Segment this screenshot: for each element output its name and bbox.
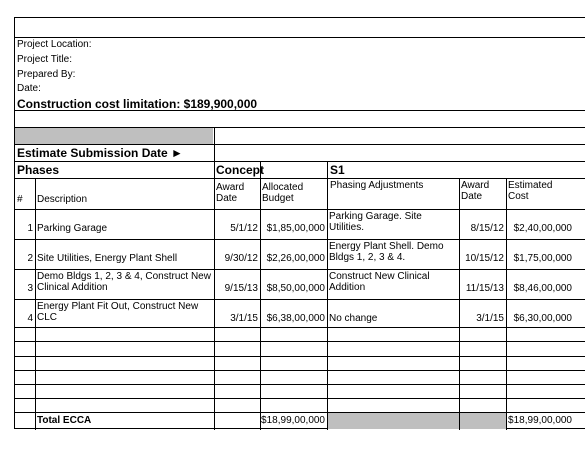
prepared-by-label: Prepared By: — [17, 69, 76, 80]
grid-line — [15, 269, 585, 270]
row-4-budget: $6,38,00,000 — [266, 313, 325, 324]
row-1-description: Parking Garage — [37, 223, 108, 234]
row-1-budget: $1,85,00,000 — [266, 223, 325, 234]
s1-label: S1 — [330, 163, 345, 177]
col-header-phasing-adjustments: Phasing Adjustments — [330, 180, 424, 191]
row-4-award: 3/1/15 — [230, 313, 258, 324]
row-4-award2: 3/1/15 — [476, 313, 504, 324]
grid-line — [15, 144, 585, 145]
total-budget: $18,99,00,000 — [261, 415, 325, 426]
grid-line — [15, 370, 585, 371]
grid-line — [15, 161, 585, 162]
row-3-adjust: Construct New Clinical Addition — [329, 271, 430, 293]
row-4-cost: $6,30,00,000 — [513, 313, 572, 324]
col-header-description: Description — [37, 194, 88, 205]
row-4-description: Energy Plant Fit Out, Construct New CLC — [37, 301, 199, 323]
cost-limitation: Construction cost limitation: $189,900,000 — [17, 97, 258, 111]
grid-line — [327, 161, 328, 430]
row-1-adjust: Parking Garage. Site Utilities. — [329, 211, 422, 233]
row-2-adjust: Energy Plant Shell. Demo Bldgs 1, 2, 3 & 4. — [329, 241, 444, 263]
col-header-num: # — [17, 194, 23, 205]
total-cost: $18,99,00,000 — [508, 415, 572, 426]
row-1-award2: 8/15/12 — [470, 223, 504, 234]
grid-line — [15, 239, 585, 240]
date-label: Date: — [17, 83, 41, 94]
row-2-award: 9/30/12 — [224, 253, 258, 264]
row-2-num: 2 — [27, 253, 33, 264]
estimate-submission-label: Estimate Submission Date ► — [17, 146, 183, 160]
grid-line — [15, 398, 585, 399]
grid-line — [260, 161, 261, 430]
row-3-award2: 11/15/13 — [465, 283, 504, 294]
grid-line — [15, 327, 585, 328]
grid-line — [214, 127, 215, 430]
col-header-award-date: Award Date — [216, 182, 245, 204]
grid-line — [15, 299, 585, 300]
grid-line — [15, 209, 585, 210]
col-header-allocated-budget: Allocated Budget — [262, 182, 304, 204]
gray-header-bar — [15, 128, 213, 144]
grid-line — [15, 341, 585, 342]
phases-label: Phases — [17, 163, 60, 177]
row-2-cost: $1,75,00,000 — [513, 253, 572, 264]
row-2-budget: $2,26,00,000 — [266, 253, 325, 264]
row-1-award: 5/1/12 — [230, 223, 258, 234]
project-title-label: Project Title: — [17, 54, 73, 65]
concept-label: Concept — [216, 163, 264, 177]
row-2-description: Site Utilities, Energy Plant Shell — [37, 253, 178, 264]
grid-line — [15, 37, 585, 38]
grid-line — [35, 178, 36, 430]
row-1-num: 1 — [27, 223, 33, 234]
grid-line — [15, 384, 585, 385]
cost-estimate-sheet — [14, 17, 585, 429]
grid-line — [459, 178, 460, 430]
row-3-cost: $8,46,00,000 — [513, 283, 572, 294]
grid-line — [15, 178, 585, 179]
row-3-num: 3 — [27, 283, 33, 294]
row-4-num: 4 — [27, 313, 33, 324]
total-label: Total ECCA — [37, 415, 92, 426]
col-header-estimated-cost: Estimated Cost — [508, 180, 553, 202]
row-3-budget: $8,50,00,000 — [266, 283, 325, 294]
row-2-award2: 10/15/12 — [465, 253, 504, 264]
project-location-label: Project Location: — [17, 39, 92, 50]
row-3-description: Demo Bldgs 1, 2, 3 & 4, Construct New Clinical Addition — [37, 271, 211, 293]
gray-total-bar — [328, 413, 506, 429]
grid-line — [15, 356, 585, 357]
row-4-adjust: No change — [329, 313, 378, 324]
col-header-award-date-2: Award Date — [461, 180, 490, 202]
row-1-cost: $2,40,00,000 — [513, 223, 572, 234]
row-3-award: 9/15/13 — [224, 283, 258, 294]
grid-line — [506, 178, 507, 430]
